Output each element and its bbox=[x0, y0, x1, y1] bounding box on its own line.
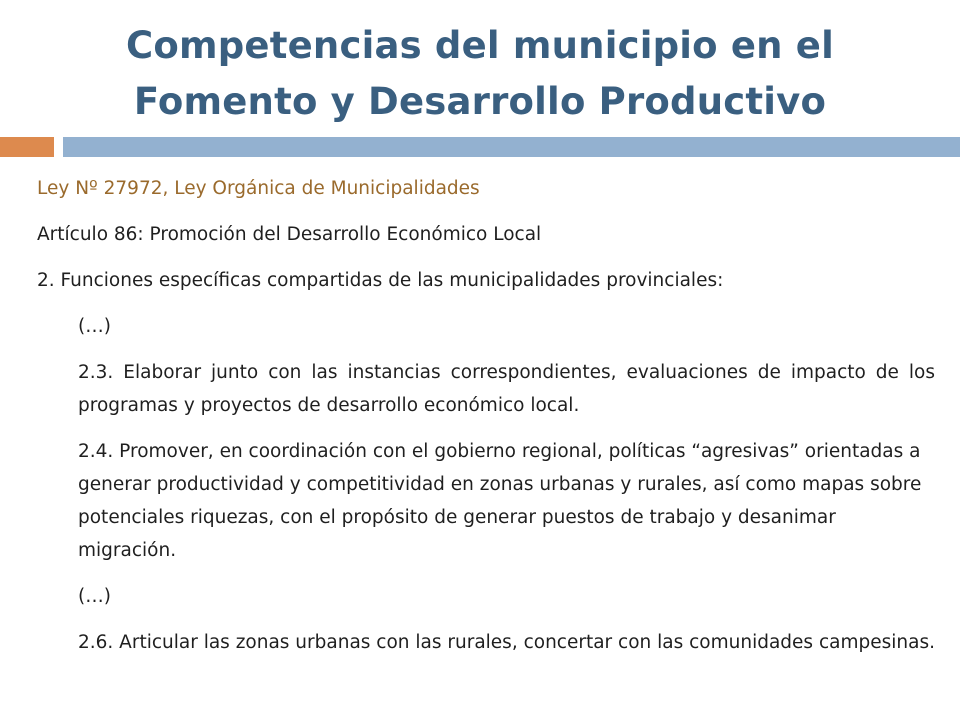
ellipsis-1: (…) bbox=[78, 316, 111, 337]
ellipsis-2: (…) bbox=[78, 586, 111, 607]
article-heading: Artículo 86: Promoción del Desarrollo Económico Local bbox=[37, 224, 542, 245]
item-2-4: 2.4. Promover, en coordinación con el gobierno regional, políticas “agresivas” orientadas a generar productividad y competitividad en zonas urbanas y rurales, así como mapas sobre potenciales riquezas, con el propósito de generar puestos de trabajo y desanimar migración. bbox=[78, 441, 922, 561]
item-2-6: 2.6. Articular las zonas urbanas con las rurales, concertar con las comunidades campesinas. bbox=[78, 632, 935, 653]
law-heading: Ley Nº 27972, Ley Orgánica de Municipalidades bbox=[37, 178, 480, 199]
slide-title bbox=[40, 18, 920, 130]
item-2-3: 2.3. Elaborar junto con las instancias correspondientes, evaluaciones de impacto de los programas y proyectos de desarrollo económico local. bbox=[78, 362, 935, 416]
slide-body bbox=[37, 172, 935, 672]
slide-title-line-1: Competencias del municipio en el bbox=[126, 24, 834, 67]
slide-title-line-2: Fomento y Desarrollo Productivo bbox=[133, 80, 827, 123]
accent-bar-orange bbox=[0, 137, 54, 157]
accent-bar-blue bbox=[63, 137, 960, 157]
section-heading: 2. Funciones específicas compartidas de las municipalidades provinciales: bbox=[37, 270, 724, 291]
